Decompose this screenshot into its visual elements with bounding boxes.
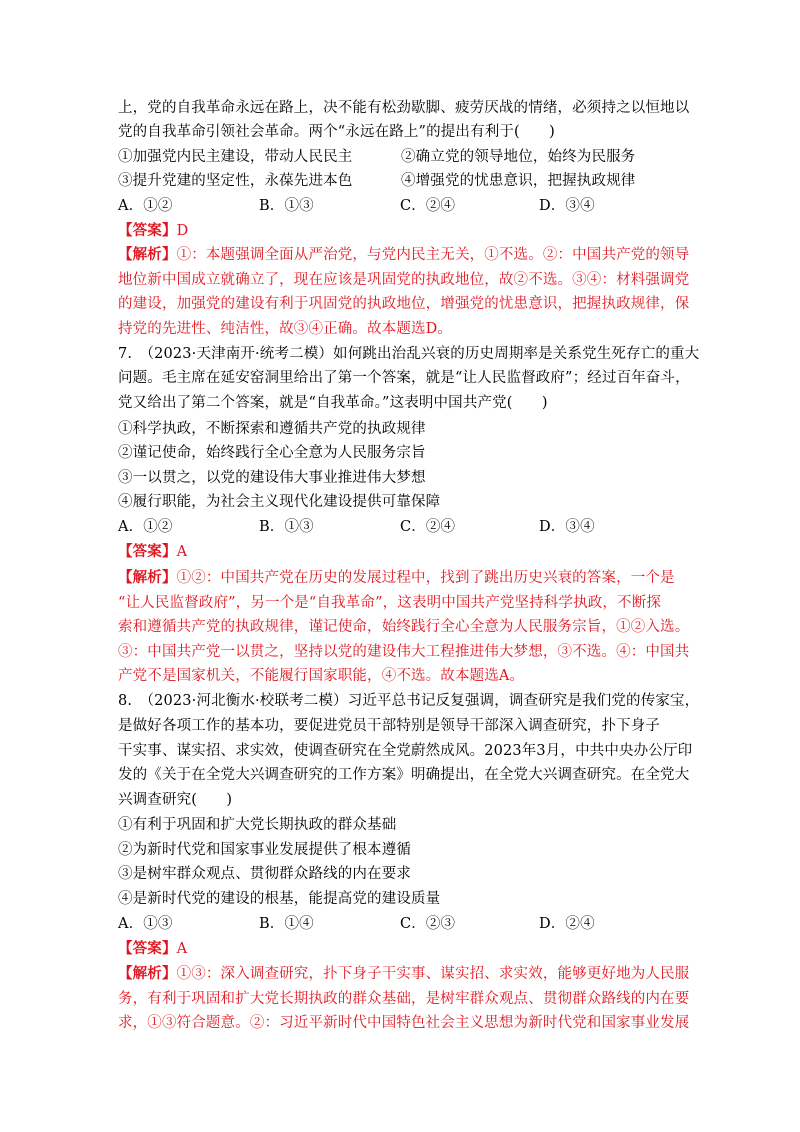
q8-answer xyxy=(118,938,187,960)
q7-choice-c: C．②④ xyxy=(400,519,456,535)
q6-answer-value: D xyxy=(176,223,189,239)
q6-choice-d: D．③④ xyxy=(539,198,595,214)
q7-stem-line-2: 问题。毛主席在延安窑洞里给出了第一个答案，就是“让人民监督政府”；经过百年奋斗， xyxy=(118,370,690,386)
q8-choice-d: D．②④ xyxy=(539,916,595,932)
q7-option-3: ③一以贯之，以党的建设伟大事业推进伟大梦想 xyxy=(118,470,426,486)
q7-analysis-text-1: ①②：中国共产党在历史的发展过程中，找到了跳出历史兴衰的答案，一个是 xyxy=(176,570,675,586)
q7-answer xyxy=(118,541,187,563)
q8-answer-value: A xyxy=(176,941,188,957)
q8-option-4: ④是新时代党的建设的根基，能提高党的建设质量 xyxy=(118,891,441,907)
q7-option-4: ④履行职能，为社会主义现代化建设提供可靠保障 xyxy=(118,494,441,510)
q8-choice-a: A．①③ xyxy=(118,916,173,932)
q7-analysis-line-1 xyxy=(118,567,675,589)
q6-analysis-text-1: ①：本题强调全面从严治党，与党内民主无关，①不选。②：中国共产党的领导 xyxy=(176,247,690,263)
q7-analysis-line-2: “让人民监督政府”，另一个是“自我革命”，这表明中国共产党坚持科学执政，不断探 xyxy=(118,595,661,611)
q6-analysis-line-4: 持党的先进性、纯洁性，故③④正确。故本题选D。 xyxy=(118,321,453,337)
q7-analysis-line-3: 索和遵循共产党的执政规律，谨记使命，始终践行全心全意为人民服务宗旨，①②入选。 xyxy=(118,619,690,635)
q6-choice-a: A．①② xyxy=(118,198,173,214)
q6-answer xyxy=(118,220,188,242)
q7-option-1: ①科学执政，不断探索和遵循共产党的执政规律 xyxy=(118,421,426,437)
q8-stem-line-5: 兴调查研究( ) xyxy=(118,792,233,808)
q7-answer-value: A xyxy=(176,544,188,560)
q7-choice-d: D．③④ xyxy=(539,519,595,535)
q8-choice-c: C．②③ xyxy=(400,916,456,932)
q8-stem-line-2: 是做好各项工作的基本功，要促进党员干部特别是领导干部深入调查研究，扑下身子 xyxy=(118,718,661,734)
q8-analysis-label: 【解析】 xyxy=(118,965,177,982)
q6-choice-b: B．①③ xyxy=(259,198,314,214)
q7-answer-label: 【答案】 xyxy=(118,543,177,560)
q7-analysis-line-5: 产党不是国家机关，不能履行国家职能，④不选。故本题选A。 xyxy=(118,668,525,684)
q7-choice-b: B．①③ xyxy=(259,519,314,535)
q8-analysis-line-3: 求，①③符合题意。②：习近平新时代中国特色社会主义思想为新时代党和国家事业发展 xyxy=(118,1015,690,1031)
q8-option-1: ①有利于巩固和扩大党长期执政的群众基础 xyxy=(118,817,397,833)
q7-choice-a: A．①② xyxy=(118,519,173,535)
q8-analysis-line-1 xyxy=(118,963,689,985)
q6-analysis-line-3: 的建设，加强党的建设有利于巩固党的执政地位，增强党的忧患意识，把握执政规律，保 xyxy=(118,296,690,312)
q7-stem-line-3: 党又给出了第二个答案，就是“自我革命。”这表明中国共产党( ) xyxy=(118,395,548,411)
q8-option-2: ②为新时代党和国家事业发展提供了根本遵循 xyxy=(118,842,411,858)
q8-stem-line-1: 8. （2023·河北衡水·校联考二模）习近平总书记反复强调，调查研究是我们党的传家宝， xyxy=(118,693,700,709)
q7-stem-line-1: 7. （2023·天津南开·统考二模）如何跳出治乱兴衰的历史周期率是关系党生死存亡的重大 xyxy=(118,346,700,362)
q8-analysis-line-2: 务，有利于巩固和扩大党长期执政的群众基础，是树牢群众观点、贯彻群众路线的内在要 xyxy=(118,991,690,1007)
q6-option-2: ②确立党的领导地位，始终为民服务 xyxy=(401,149,636,165)
q7-analysis-line-4: ③：中国共产党一以贯之，坚持以党的建设伟大工程推进伟大梦想，③不选。④：中国共 xyxy=(118,644,690,660)
q8-analysis-text-1: ①③：深入调查研究，扑下身子干实事、谋实招、求实效，能够更好地为人民服 xyxy=(176,966,690,982)
q6-stem-line-1: 上，党的自我革命永远在路上，决不能有松劲歇脚、疲劳厌战的情绪，必须持之以恒地以 xyxy=(118,100,690,116)
q6-analysis-line-1 xyxy=(118,244,689,266)
q8-option-3: ③是树牢群众观点、贯彻群众路线的内在要求 xyxy=(118,866,411,882)
q6-option-4: ④增强党的忧患意识，把握执政规律 xyxy=(401,173,636,189)
q8-answer-label: 【答案】 xyxy=(118,940,177,957)
q6-option-1: ①加强党内民主建设，带动人民民主 xyxy=(118,149,353,165)
q8-stem-line-3: 干实事、谋实招、求实效，使调查研究在全党蔚然成风。2023年3月，中共中央办公厅印 xyxy=(118,743,693,759)
q6-analysis-label: 【解析】 xyxy=(118,246,177,263)
q6-stem-line-2: 党的自我革命引领社会革命。两个“永远在路上”的提出有利于( ) xyxy=(118,124,555,140)
q7-option-2: ②谨记使命，始终践行全心全意为人民服务宗旨 xyxy=(118,445,426,461)
q7-analysis-label: 【解析】 xyxy=(118,569,177,586)
q8-choice-b: B．①④ xyxy=(259,916,314,932)
q6-choice-c: C．②④ xyxy=(400,198,456,214)
q6-answer-label: 【答案】 xyxy=(118,222,177,239)
q6-analysis-line-2: 地位新中国成立就确立了，现在应该是巩固党的执政地位，故②不选。③④：材料强调党 xyxy=(118,272,690,288)
q8-stem-line-4: 发的《关于在全党大兴调查研究的工作方案》明确提出，在全党大兴调查研究。在全党大 xyxy=(118,767,690,783)
q6-option-3: ③提升党建的坚定性，永葆先进本色 xyxy=(118,173,353,189)
